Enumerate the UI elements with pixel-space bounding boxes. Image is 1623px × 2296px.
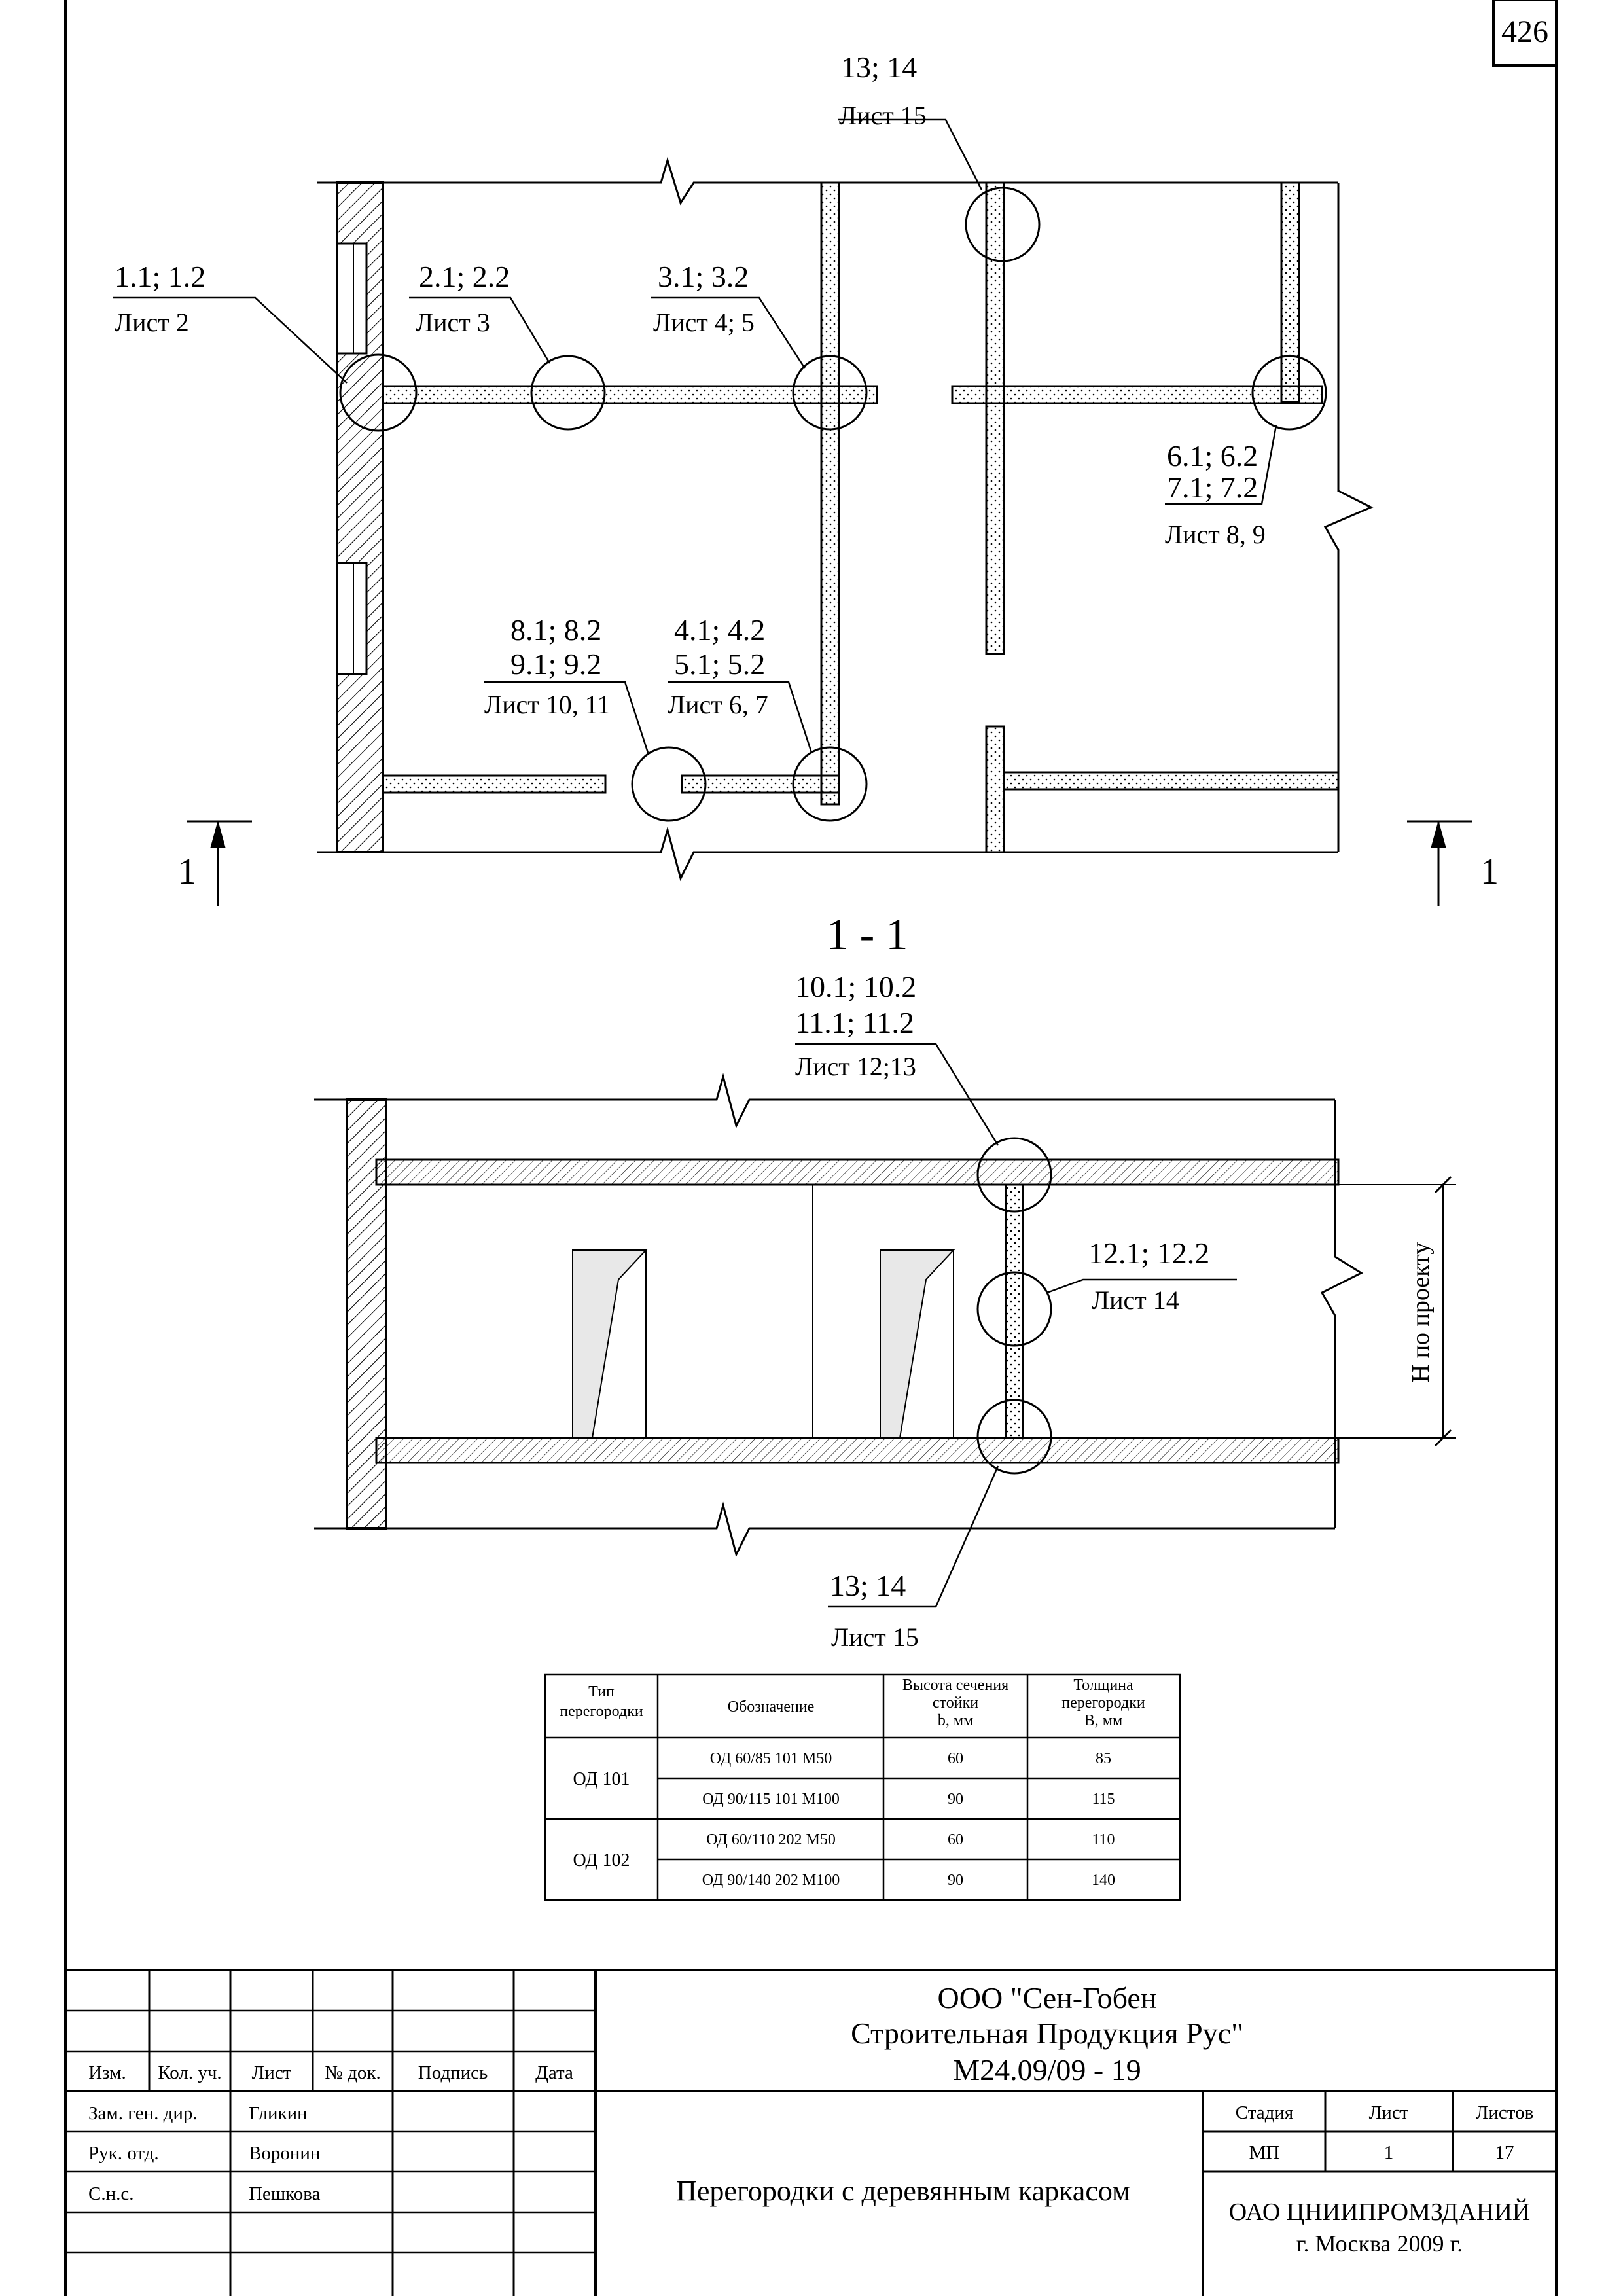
sheets-header: Листов [1475, 2102, 1534, 2123]
company-name: Строительная Продукция Рус" [851, 2017, 1243, 2050]
floor-plan [113, 120, 1472, 906]
svg-text:Толщина: Толщина [1073, 1677, 1133, 1694]
person-name: Пешкова [249, 2183, 321, 2204]
callout-sheet: Лист 8, 9 [1165, 520, 1266, 549]
spec-type: ОД 102 [573, 1850, 630, 1871]
sheet-frame [65, 0, 1556, 2296]
svg-text:Тип: Тип [588, 1683, 615, 1700]
callout-sheet: Лист 3 [416, 308, 490, 337]
svg-text:b, мм: b, мм [937, 1712, 974, 1729]
spec-height: 60 [948, 1831, 963, 1848]
callout-sheet: Лист 12;13 [795, 1052, 916, 1081]
stage-header: Стадия [1235, 2102, 1294, 2123]
role: Рук. отд. [88, 2143, 159, 2164]
section-title: 1 - 1 [826, 909, 908, 959]
callout-ref: 9.1; 9.2 [510, 647, 602, 681]
spec-header-designation: Обозначение [727, 1698, 815, 1715]
svg-text:стойки: стойки [932, 1695, 979, 1712]
sheets-value: 17 [1495, 2142, 1514, 2163]
callout-ref: 1.1; 1.2 [115, 260, 206, 293]
spec-height: 60 [948, 1750, 963, 1767]
callout-ref: 12.1; 12.2 [1088, 1236, 1210, 1270]
callout-ref: 5.1; 5.2 [674, 647, 766, 681]
callout-ref: 4.1; 4.2 [674, 613, 766, 647]
callout-sheet: Лист 15 [831, 1623, 919, 1652]
col-header: Кол. уч. [158, 2062, 222, 2083]
spec-designation: ОД 90/140 202 М100 [702, 1872, 840, 1889]
callout-sheet: Лист 4; 5 [653, 308, 755, 337]
spec-height: 90 [948, 1872, 963, 1889]
callout-ref: 10.1; 10.2 [795, 970, 917, 1003]
callout-sheet: Лист 10, 11 [484, 690, 611, 719]
spec-thickness: 110 [1092, 1831, 1115, 1848]
callout-ref: 13; 14 [841, 50, 918, 84]
spec-designation: ОД 60/85 101 М50 [709, 1750, 832, 1767]
drawing-title: Перегородки с деревянным каркасом [676, 2175, 1130, 2207]
plan-callouts [115, 50, 1499, 892]
callout-sheet: Лист 15 [839, 101, 927, 130]
spec-thickness: 85 [1096, 1750, 1111, 1767]
callout-ref: 8.1; 8.2 [510, 613, 602, 647]
role: С.н.с. [88, 2183, 134, 2204]
callout-ref: 3.1; 3.2 [658, 260, 749, 293]
spec-height: 90 [948, 1791, 963, 1808]
callout-ref: 2.1; 2.2 [419, 260, 510, 293]
spec-designation: ОД 90/115 101 М100 [702, 1791, 840, 1808]
col-header: Подпись [418, 2062, 488, 2083]
person-name: Гликин [249, 2103, 308, 2124]
stage-value: МП [1249, 2142, 1280, 2163]
callout-ref: 6.1; 6.2 [1167, 439, 1258, 473]
svg-text:В, мм: В, мм [1084, 1712, 1123, 1729]
callout-ref: 13; 14 [830, 1569, 906, 1602]
height-label: Н по проекту [1407, 1242, 1435, 1383]
title-block-text [88, 1981, 1533, 2257]
callout-sheet: Лист 2 [115, 308, 189, 337]
sheet-header: Лист [1368, 2102, 1409, 2123]
svg-text:перегородки: перегородки [560, 1703, 643, 1720]
role: Зам. ген. дир. [88, 2103, 198, 2124]
document-code: М24.09/09 - 19 [953, 2053, 1141, 2087]
person-name: Воронин [249, 2143, 321, 2164]
spec-designation: ОД 60/110 202 М50 [706, 1831, 836, 1848]
spec-thickness: 140 [1092, 1872, 1115, 1889]
callout-sheet: Лист 14 [1092, 1285, 1179, 1315]
callout-ref: 7.1; 7.2 [1167, 471, 1258, 504]
section-drawing [314, 1044, 1456, 1607]
sheet-value: 1 [1383, 2142, 1394, 2163]
svg-text:Высота сечения: Высота сечения [902, 1677, 1009, 1694]
col-header: № док. [325, 2062, 381, 2083]
col-header: Лист [251, 2062, 292, 2083]
spec-thickness: 115 [1092, 1791, 1115, 1808]
col-header: Изм. [88, 2062, 126, 2083]
callout-ref: 11.1; 11.2 [795, 1006, 914, 1039]
callout-sheet: Лист 6, 7 [668, 690, 768, 719]
sheet-number: 426 [1501, 14, 1548, 49]
spec-type: ОД 101 [573, 1769, 630, 1789]
spec-table-text [560, 1677, 1145, 1889]
svg-text:перегородки: перегородки [1061, 1695, 1145, 1712]
section-mark-right: 1 [1480, 852, 1499, 892]
section-mark-left: 1 [178, 852, 196, 892]
col-header: Дата [535, 2062, 573, 2083]
organization: ОАО ЦНИИПРОМЗДАНИЙ [1228, 2198, 1531, 2226]
company-name: ООО "Сен-Гобен [937, 1981, 1157, 2015]
organization-city: г. Москва 2009 г. [1296, 2231, 1463, 2257]
